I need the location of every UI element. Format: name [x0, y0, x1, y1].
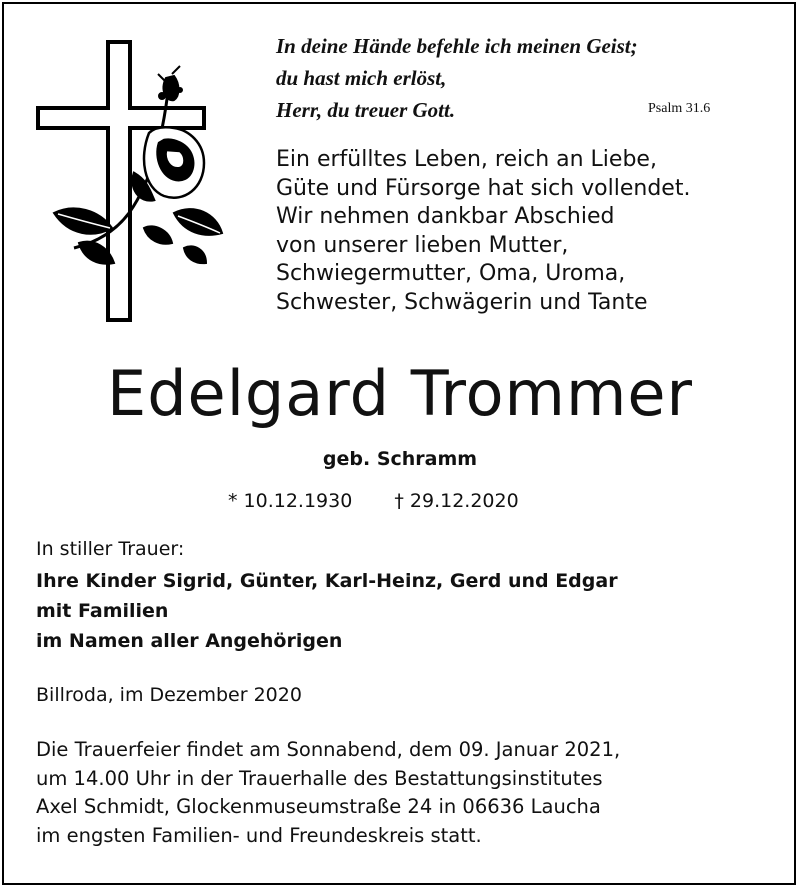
- birth-name: geb. Schramm: [322, 448, 478, 470]
- bible-verse: [276, 30, 638, 126]
- verse-reference: Psalm 31.6: [648, 101, 711, 116]
- death-date: † 29.12.2020: [394, 490, 519, 512]
- verse-line: Herr, du treuer Gott.: [276, 98, 456, 122]
- intro-line: Schwiegermutter, Oma, Uroma,: [276, 261, 626, 287]
- mourners-label: In stiller Trauer:: [36, 538, 185, 560]
- place-and-date: Billroda, im Dezember 2020: [36, 684, 302, 706]
- intro-line: von unserer lieben Mutter,: [276, 232, 569, 258]
- verse-line: In deine Hände befehle ich meinen Geist;: [276, 34, 638, 58]
- mourner-line: im Namen aller Angehörigen: [36, 630, 343, 652]
- mourners-list: [36, 566, 618, 656]
- birth-date: * 10.12.1930: [228, 490, 353, 512]
- mourner-line: mit Familien: [36, 600, 169, 622]
- service-notice: [36, 736, 620, 850]
- verse-line: du hast mich erlöst,: [276, 66, 447, 90]
- mourner-line: Ihre Kinder Sigrid, Günter, Karl-Heinz, Gerd und Edgar: [36, 570, 618, 592]
- intro-line: Schwester, Schwägerin und Tante: [276, 289, 648, 315]
- cross-with-rose-icon: [34, 38, 234, 328]
- intro-line: Ein erfülltes Leben, reich an Liebe,: [276, 147, 657, 172]
- service-line: im engsten Familien- und Freundeskreis statt.: [36, 823, 482, 847]
- service-line: Die Trauerfeier findet am Sonnabend, dem 09. Januar 2021,: [36, 738, 621, 761]
- intro-text: [276, 146, 690, 318]
- life-dates: [228, 490, 555, 512]
- intro-line: Güte und Fürsorge hat sich vollendet.: [276, 175, 691, 201]
- deceased-name: Edelgard Trommer: [107, 357, 693, 430]
- service-line: Axel Schmidt, Glockenmuseumstraße 24 in 06636 Laucha: [36, 795, 601, 818]
- service-line: um 14.00 Uhr in der Trauerhalle des Bestattungsinstitutes: [36, 766, 603, 790]
- intro-line: Wir nehmen dankbar Abschied: [276, 204, 615, 230]
